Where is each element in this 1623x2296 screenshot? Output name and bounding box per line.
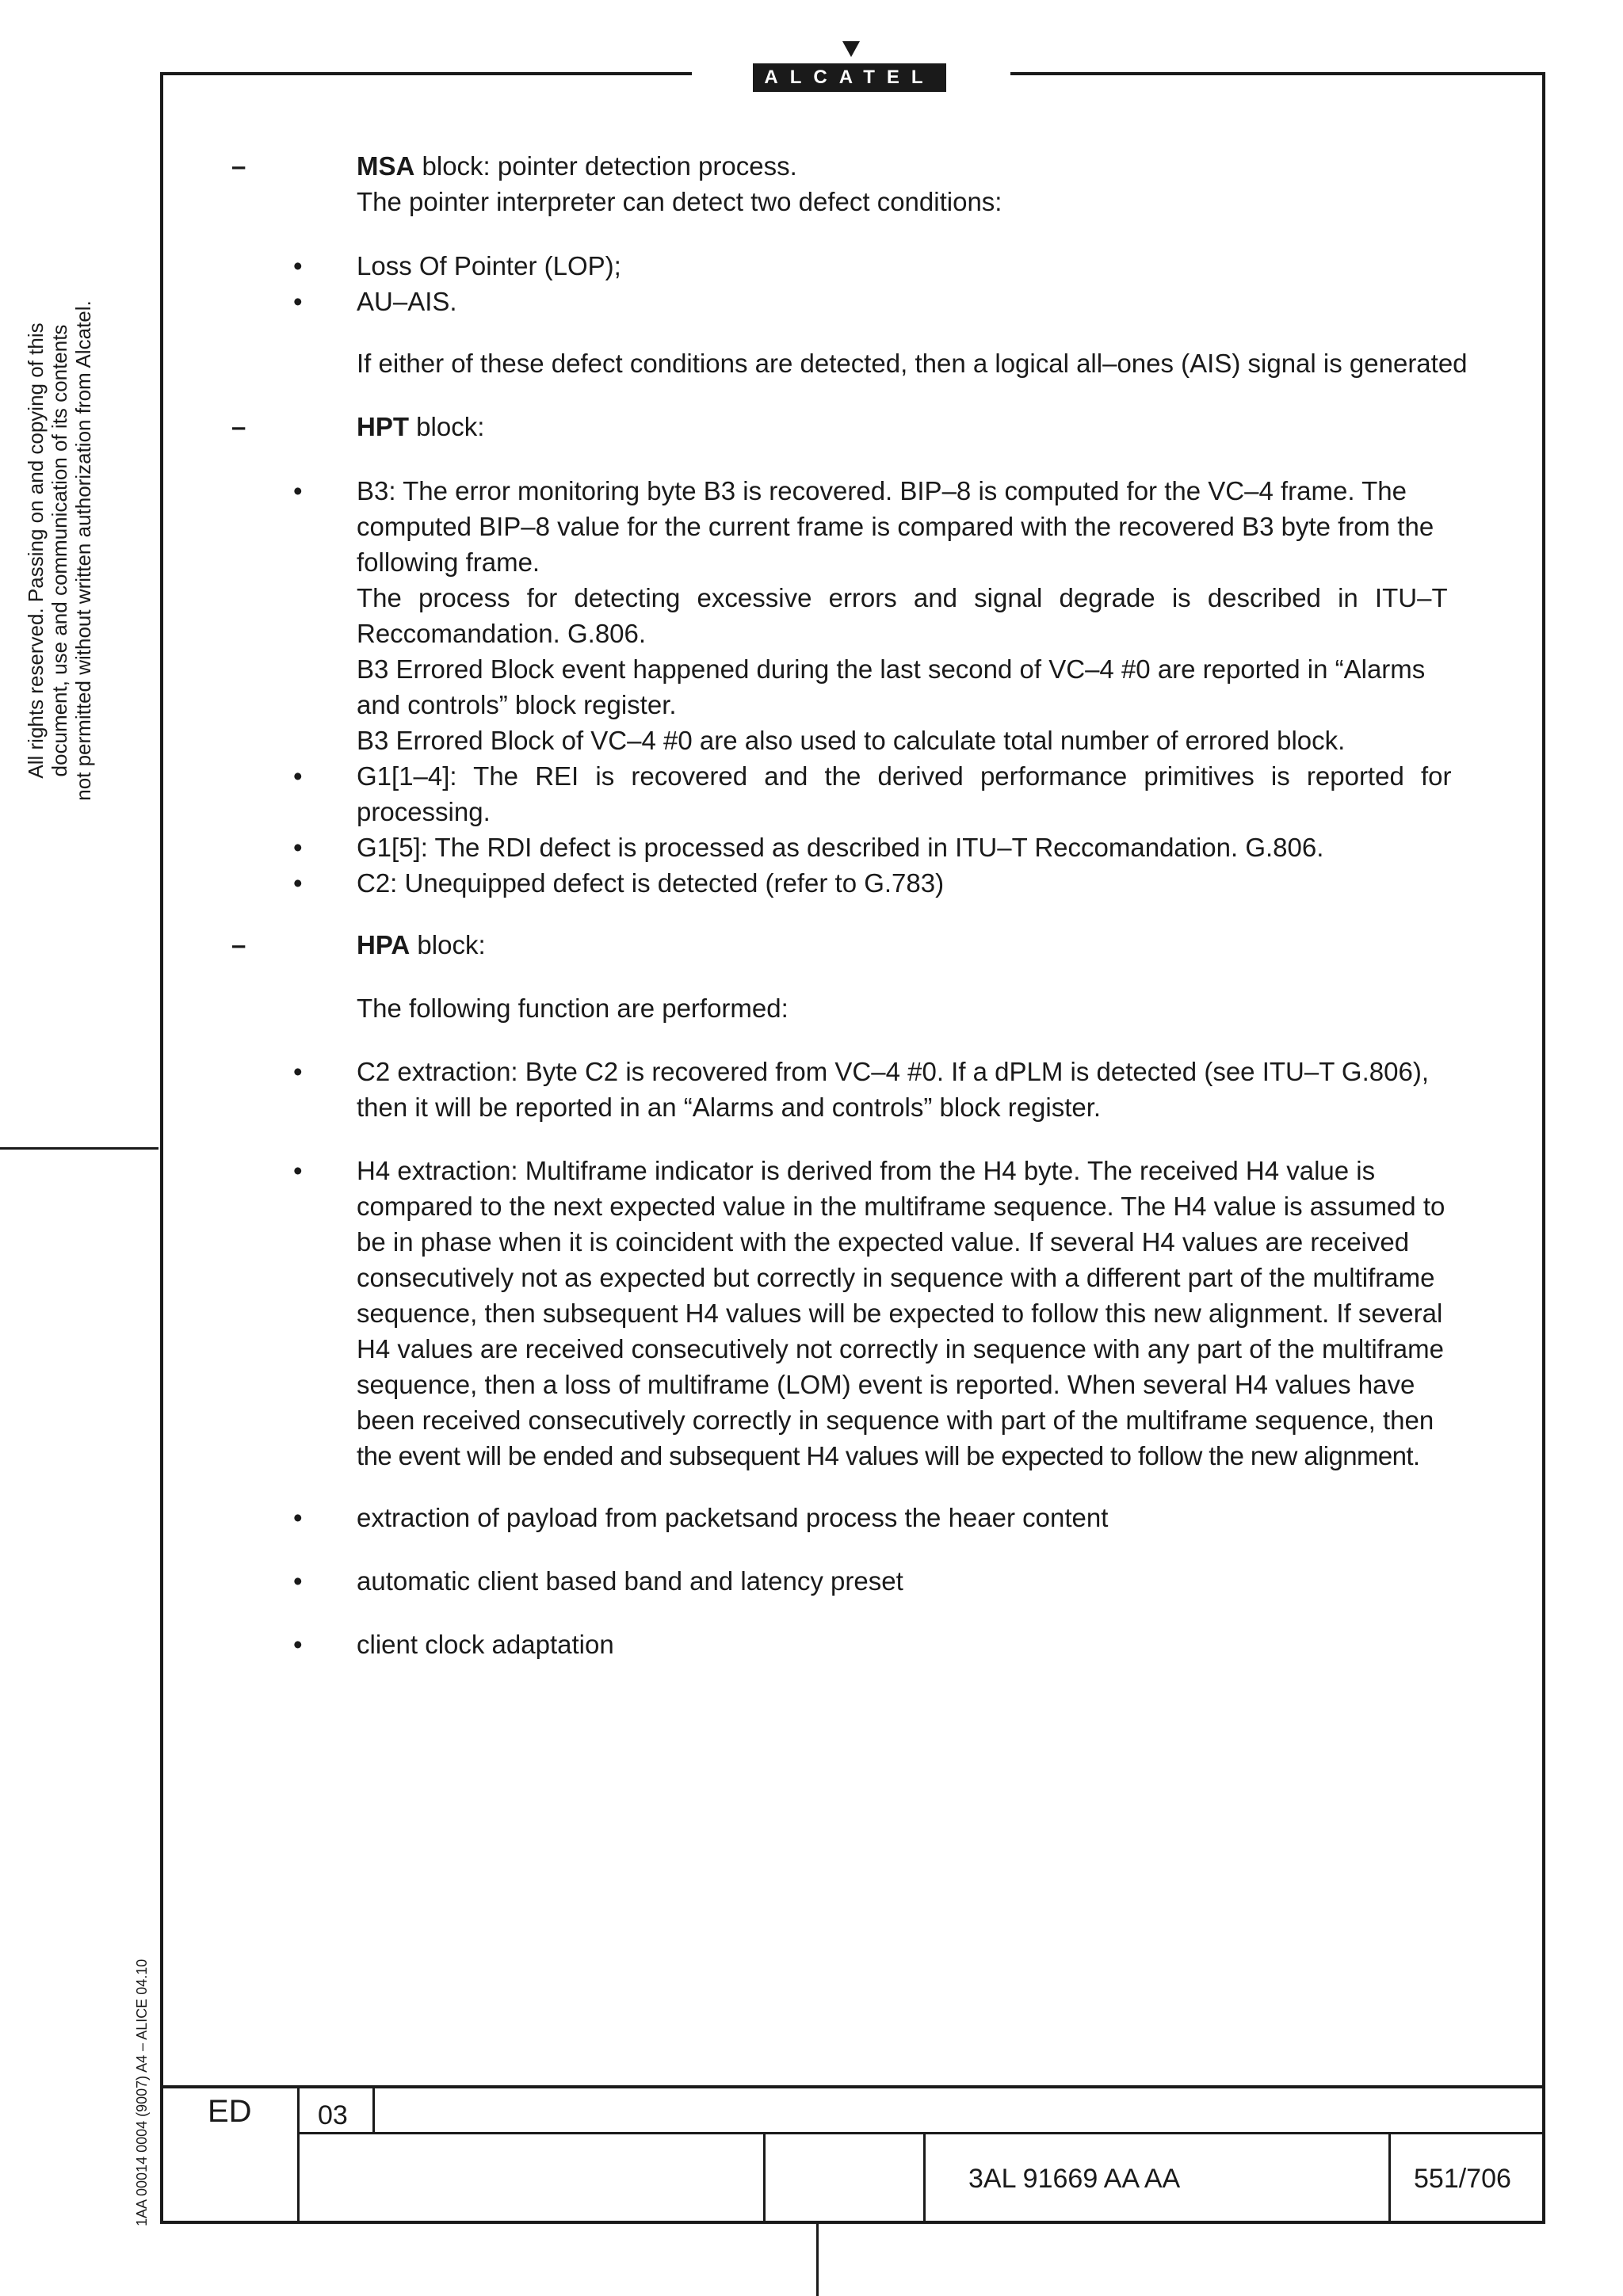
hpa-heading: [357, 927, 1474, 963]
document-number: 3AL 91669 AA AA: [968, 2164, 1181, 2194]
msa-bullet-ais: AU–AIS.: [357, 287, 457, 316]
title-block-divider-2: [372, 2085, 375, 2134]
hpa-extra-preset: automatic client based band and latency preset: [357, 1566, 903, 1596]
hpa-h4-line-4: consecutively not as expected but correctly in sequence with a different part of the multiframe: [357, 1263, 1435, 1292]
bullet: •: [293, 251, 303, 280]
title-block-divider-5: [1388, 2133, 1391, 2222]
bullet: •: [293, 476, 303, 505]
bullet: •: [293, 1566, 303, 1596]
section-dash: –: [231, 412, 246, 441]
frame-border-top-left: [161, 72, 692, 75]
bullet: •: [293, 1630, 303, 1659]
form-code: 1AA 00014 0004 (9007) A4 – ALICE 04.10: [134, 1958, 150, 2226]
logo-triangle-icon: [842, 41, 860, 57]
hpt-b3-line-3: following frame.: [357, 547, 540, 577]
hpa-h4-line-1: H4 extraction: Multiframe indicator is derived from the H4 byte. The received H4 value is: [357, 1156, 1376, 1185]
hpt-title-rest: block:: [409, 412, 485, 441]
hpt-b3-line-4: The process for detecting excessive errors and signal degrade is described in ITU–T: [357, 583, 1448, 612]
hpa-title-rest: block:: [410, 930, 486, 959]
hpa-h4-line-5: sequence, then subsequent H4 values will be expected to follow this new alignment. If several: [357, 1299, 1443, 1328]
msa-closing: If either of these defect conditions are detected, then a logical all–ones (AIS) signal is generated: [357, 349, 1468, 378]
hpt-b3-line-6: B3 Errored Block event happened during the last second of VC–4 #0 are reported in “Alarms: [357, 654, 1426, 684]
msa-title: MSA: [357, 151, 415, 181]
bullet: •: [293, 868, 303, 898]
title-block-top-line: [160, 2085, 1545, 2088]
msa-heading: [357, 148, 1474, 184]
title-block-divider-3: [763, 2133, 766, 2222]
hpt-b3-line-2: computed BIP–8 value for the current frame is compared with the recovered B3 byte from the: [357, 512, 1434, 541]
hpt-b3-line-1: B3: The error monitoring byte B3 is recovered. BIP–8 is computed for the VC–4 frame. The: [357, 476, 1407, 505]
hpt-g1-14-line-2: processing.: [357, 797, 491, 826]
center-mark: [816, 2223, 819, 2296]
hpa-c2-line-2: then it will be reported in an “Alarms and controls” block register.: [357, 1093, 1102, 1122]
title-block-divider-4: [923, 2133, 926, 2222]
hpa-h4-line-6: H4 values are received consecutively not correctly in sequence with any part of the multiframe: [357, 1334, 1444, 1363]
hpa-h4-line-3: be in phase when it is coincident with the expected value. If several H4 values are received: [357, 1227, 1410, 1257]
hpt-g1-14-line-1: G1[1–4]: The REI is recovered and the derived performance primitives is reported for: [357, 761, 1452, 791]
section-dash: –: [231, 930, 246, 959]
fold-mark: [0, 1147, 158, 1150]
msa-title-rest: block: pointer detection process.: [414, 151, 797, 181]
bullet: •: [293, 1156, 303, 1185]
msa-bullet-lop: Loss Of Pointer (LOP);: [357, 251, 621, 280]
frame-border-right: [1542, 72, 1545, 2224]
hpa-title: HPA: [357, 930, 411, 959]
msa-intro: The pointer interpreter can detect two defect conditions:: [357, 187, 1002, 216]
frame-border-bottom: [160, 2221, 1545, 2224]
hpt-title: HPT: [357, 412, 409, 441]
hpt-b3-line-8: B3 Errored Block of VC–4 #0 are also used to calculate total number of errored block.: [357, 726, 1346, 755]
frame-border-top-right: [1010, 72, 1545, 75]
hpa-h4-line-8: been received consecutively correctly in sequence with part of the multiframe sequence, then: [357, 1405, 1434, 1435]
title-block-middle-line: [297, 2132, 1545, 2134]
bullet: •: [293, 761, 303, 791]
hpa-h4-line-9: the event will be ended and subsequent H4 values will be expected to follow the new alignment.: [357, 1441, 1420, 1470]
hpa-h4-line-2: compared to the next expected value in the multiframe sequence. The H4 value is assumed to: [357, 1192, 1445, 1221]
hpt-b3-line-5: Reccomandation. G.806.: [357, 619, 647, 648]
hpa-extra-payload: extraction of payload from packetsand process the heaer content: [357, 1503, 1109, 1532]
frame-border-left: [160, 72, 163, 2224]
hpt-heading: [357, 409, 1474, 444]
copyright-line-2: document, use and communication of its contents: [48, 324, 71, 777]
alcatel-logo: ALCATEL: [753, 63, 946, 92]
copyright-line-1: All rights reserved. Passing on and copying of this: [24, 322, 48, 779]
bullet: •: [293, 1503, 303, 1532]
bullet: •: [293, 287, 303, 316]
hpa-c2-line-1: C2 extraction: Byte C2 is recovered from VC–4 #0. If a dPLM is detected (see ITU–T G.806),: [357, 1057, 1429, 1086]
bullet: •: [293, 833, 303, 862]
copyright-line-3: not permitted without written authorization from Alcatel.: [71, 300, 95, 801]
page-number: 551/706: [1414, 2164, 1511, 2194]
edition-value: 03: [318, 2100, 348, 2130]
copyright-notice: [24, 273, 119, 828]
hpt-c2: C2: Unequipped defect is detected (refer to G.783): [357, 868, 945, 898]
hpt-b3-line-7: and controls” block register.: [357, 690, 677, 719]
hpa-intro: The following function are performed:: [357, 994, 789, 1023]
edition-label: ED: [208, 2094, 252, 2129]
section-dash: –: [231, 151, 246, 181]
hpt-g1-5: G1[5]: The RDI defect is processed as described in ITU–T Reccomandation. G.806.: [357, 833, 1324, 862]
hpa-extra-clock: client clock adaptation: [357, 1630, 614, 1659]
title-block-divider-1: [297, 2085, 300, 2222]
bullet: •: [293, 1057, 303, 1086]
hpa-h4-line-7: sequence, then a loss of multiframe (LOM) event is reported. When several H4 values have: [357, 1370, 1415, 1399]
